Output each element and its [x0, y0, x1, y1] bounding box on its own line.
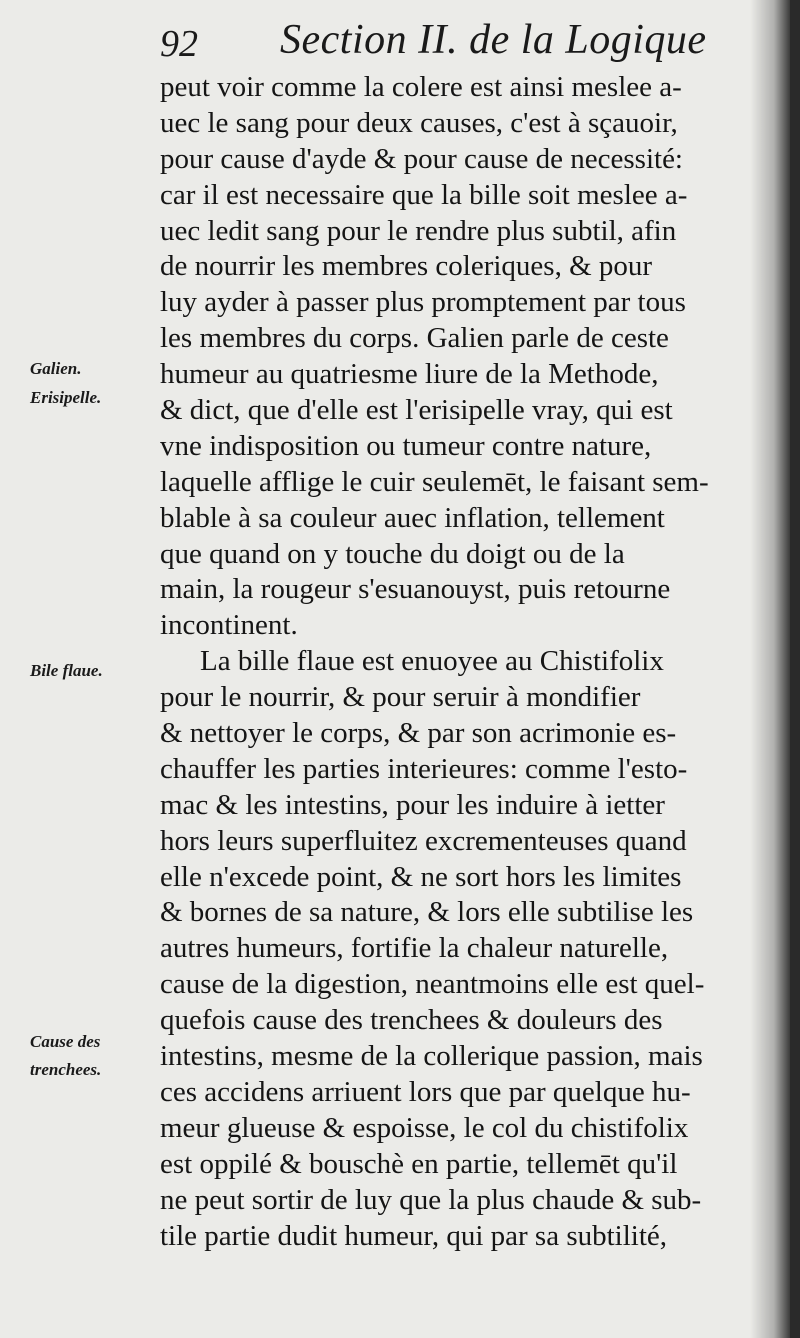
- text-line: vne indisposition ou tumeur contre nature,: [160, 429, 652, 462]
- text-line: pour cause d'ayde & pour cause de necessité:: [160, 142, 683, 175]
- text-line: laquelle afflige le cuir seulemēt, le faisant sem-: [160, 465, 709, 498]
- text-line: incontinent.: [160, 609, 298, 642]
- text-line: autres humeurs, fortifie la chaleur naturelle,: [160, 932, 669, 965]
- text-line: mac & les intestins, pour les induire à ietter: [160, 788, 665, 821]
- margin-note-erisipelle: Erisipelle.: [30, 388, 102, 407]
- text-line: luy ayder à passer plus promptement par tous: [160, 286, 686, 319]
- text-line: car il est necessaire que la bille soit meslee a-: [160, 178, 688, 211]
- text-line: est oppilé & bouschè en partie, tellemēt qu'il: [160, 1147, 678, 1180]
- paragraph-start-line: La bille flaue est enuoyee au Chistifolix: [200, 645, 664, 678]
- text-line: que quand on y touche du doigt ou de la: [160, 537, 625, 570]
- text-line: & bornes de sa nature, & lors elle subtilise les: [160, 896, 694, 929]
- margin-note-galien: Galien.: [30, 359, 82, 378]
- text-line: uec le sang pour deux causes, c'est à sçauoir,: [160, 106, 678, 139]
- body-text: [160, 70, 760, 1254]
- text-line: meur glueuse & espoisse, le col du chistifolix: [160, 1111, 689, 1144]
- text-line: ne peut sortir de luy que la plus chaude & sub-: [160, 1183, 702, 1216]
- margin-note-trenchees: trenchees.: [30, 1060, 102, 1079]
- margin-note-cause-des: Cause des: [30, 1032, 101, 1051]
- text-line: les membres du corps. Galien parle de ceste: [160, 322, 669, 355]
- text-line: humeur au quatriesme liure de la Methode,: [160, 358, 659, 391]
- text-line: & dict, que d'elle est l'erisipelle vray, qui est: [160, 394, 673, 427]
- margin-note-bile-flaue: Bile flaue.: [30, 661, 103, 680]
- text-line: de nourrir les membres coleriques, & pour: [160, 250, 653, 283]
- text-line: uec ledit sang pour le rendre plus subtil, afin: [160, 214, 677, 247]
- text-line: hors leurs superfluitez excrementeuses quand: [160, 824, 687, 857]
- page-header: [160, 14, 760, 78]
- page-number: 92: [160, 23, 198, 65]
- page-gutter-shadow: [750, 0, 790, 1338]
- text-line: pour le nourrir, & pour seruir à mondifier: [160, 681, 641, 714]
- text-line: main, la rougeur s'esuanouyst, puis retourne: [160, 573, 671, 606]
- text-line: elle n'excede point, & ne sort hors les limites: [160, 860, 682, 893]
- text-line: ces accidens arriuent lors que par quelque hu-: [160, 1075, 691, 1108]
- text-line: cause de la digestion, neantmoins elle est quel-: [160, 968, 705, 1001]
- text-line: blable à sa couleur auec inflation, tellement: [160, 501, 665, 534]
- text-line: chauffer les parties interieures: comme l'esto-: [160, 752, 688, 785]
- text-line: quefois cause des trenchees & douleurs des: [160, 1004, 663, 1037]
- text-line: & nettoyer le corps, & par son acrimonie es-: [160, 717, 677, 750]
- text-line: tile partie dudit humeur, qui par sa subtilité,: [160, 1219, 668, 1252]
- running-title: Section II. de la Logique: [280, 17, 707, 63]
- text-line: peut voir comme la colere est ainsi meslee a-: [160, 71, 682, 103]
- text-line: intestins, mesme de la collerique passion, mais: [160, 1040, 703, 1073]
